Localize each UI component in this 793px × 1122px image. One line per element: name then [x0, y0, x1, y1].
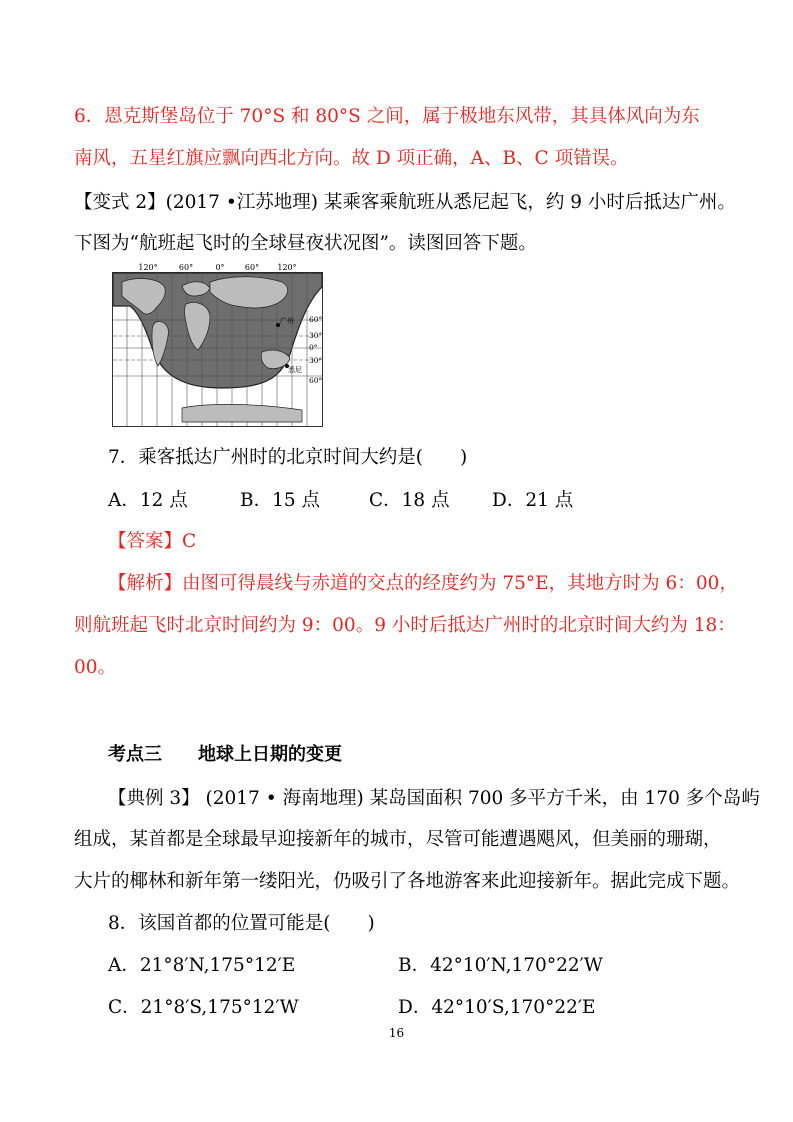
- right-label: 0°: [309, 343, 318, 352]
- sydney-label: 悉尼: [288, 366, 302, 374]
- top-label: 60°: [244, 263, 260, 272]
- analysis-7-line-3: 00。: [74, 657, 117, 678]
- question-7-stem: 7．乘客抵达广州时的北京时间大约是( ): [108, 447, 468, 468]
- right-label: 60°: [309, 315, 323, 324]
- guangzhou-label: 广州: [280, 317, 294, 325]
- section-3-title: 考点三 地球上日期的变更: [108, 744, 342, 765]
- question-8-option-d[interactable]: D．42°10′S,170°22′E: [398, 997, 596, 1018]
- longitude-labels: [138, 263, 296, 272]
- analysis-7-line-1: 【解析】由图可得晨线与赤道的交点的经度约为 75°E，其地方时为 6：00，: [108, 573, 738, 594]
- top-label: 120°: [138, 263, 158, 272]
- question-7-option-d[interactable]: D．21 点: [492, 490, 574, 511]
- variant-2-line-1: 【变式 2】(2017 •江苏地理) 某乘客乘航班从悉尼起飞，约 9 小时后抵达广州。: [74, 192, 736, 213]
- question-8-option-c[interactable]: C．21°8′S,175°12′W: [108, 997, 299, 1018]
- question-8-stem: 8．该国首都的位置可能是( ): [108, 913, 375, 934]
- analysis-7-line-2: 则航班起飞时北京时间约为 9：00。9 小时后抵达广州时的北京时间大约为 18：: [74, 615, 736, 636]
- example-3-line-3: 大片的椰林和新年第一缕阳光，仍吸引了各地游客来此迎接新年。据此完成下题。: [74, 871, 741, 892]
- top-label: 60°: [178, 263, 194, 272]
- day-night-world-map: [112, 262, 324, 428]
- example-3-line-1: 【典例 3】 (2017 • 海南地理) 某岛国面积 700 多平方千米，由 170 多个岛屿: [108, 788, 760, 809]
- variant-2-line-2: 下图为“航班起飞时的全球昼夜状况图”。读图回答下题。: [74, 233, 537, 254]
- question-8-option-a[interactable]: A．21°8′N,175°12′E: [108, 955, 296, 976]
- page-number: 16: [388, 1026, 405, 1040]
- right-label: 30°: [309, 356, 323, 365]
- example-3-line-2: 组成，某首都是全球最早迎接新年的城市，尽管可能遭遇飓风，但美丽的珊瑚，: [74, 829, 722, 850]
- explanation-6-line-2: 南风，五星红旗应飘向西北方向。故 D 项正确，A、B、C 项错误。: [74, 148, 629, 169]
- explanation-6-line-1: 6．恩克斯堡岛位于 70°S 和 80°S 之间，属于极地东风带，其具体风向为东: [74, 106, 700, 127]
- right-label: 30°: [309, 331, 323, 340]
- question-7-option-c[interactable]: C．18 点: [369, 490, 450, 511]
- top-label: 120°: [277, 263, 297, 272]
- answer-7: 【答案】C: [108, 531, 197, 552]
- question-8-option-b[interactable]: B．42°10′N,170°22′W: [398, 955, 603, 976]
- right-label: 60°: [309, 376, 323, 385]
- top-label: 0°: [215, 263, 225, 272]
- question-7-option-b[interactable]: B．15 点: [240, 490, 321, 511]
- question-7-option-a[interactable]: A．12 点: [108, 490, 188, 511]
